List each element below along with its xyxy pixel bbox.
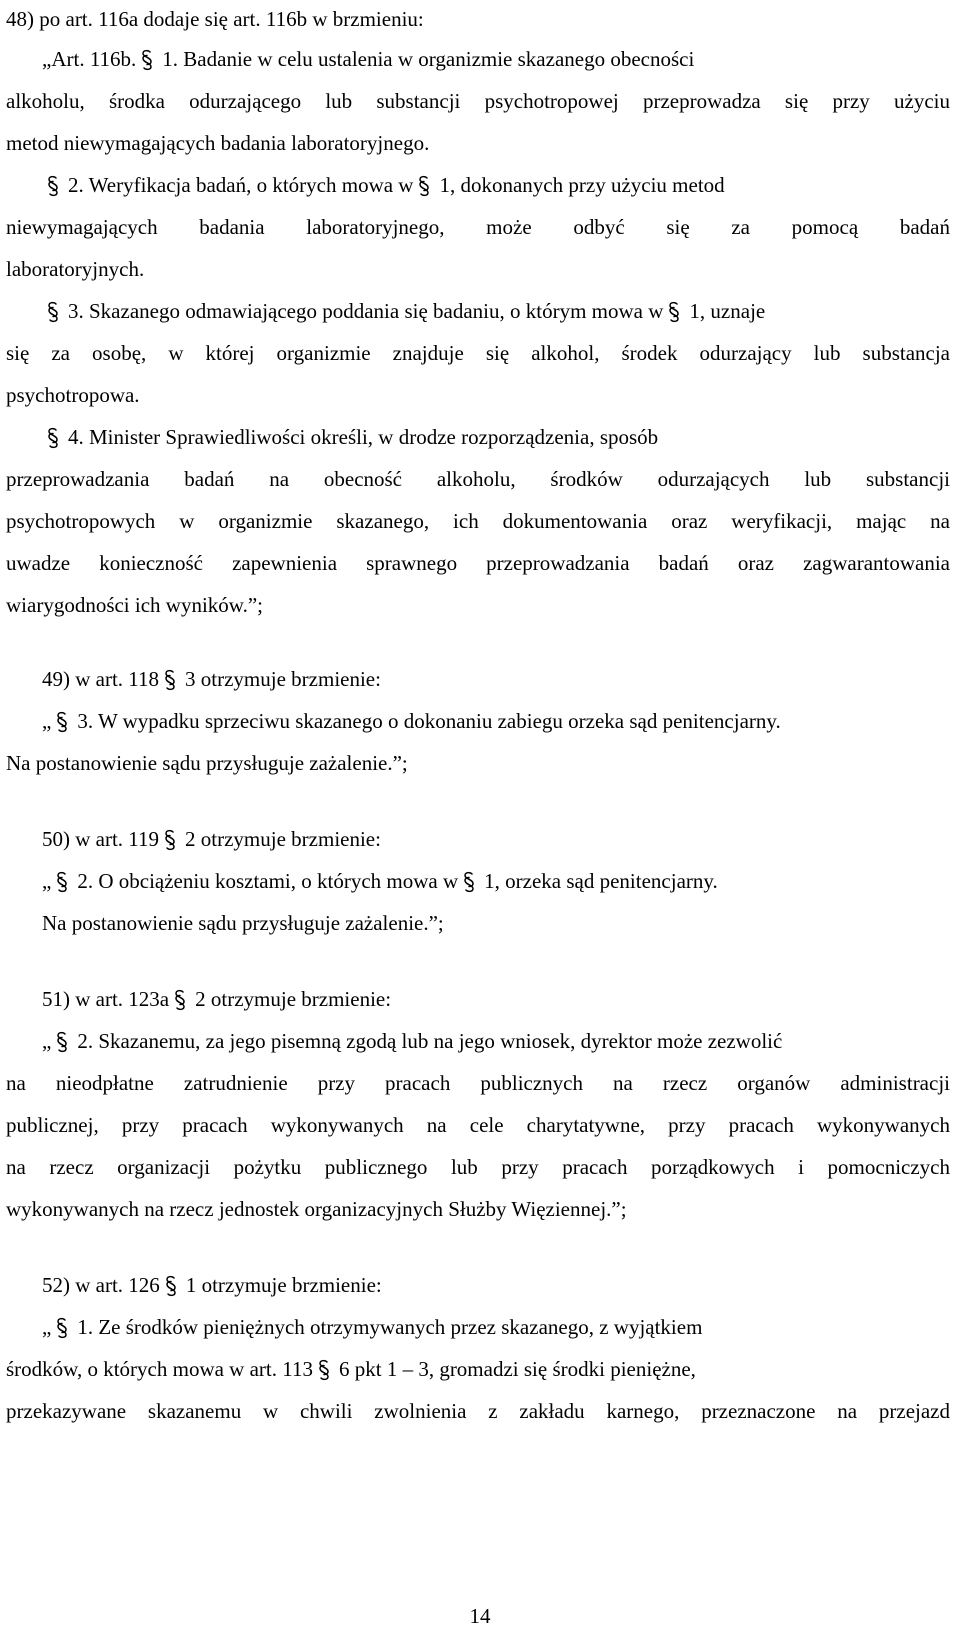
text-line [6, 550, 950, 576]
text-line [6, 46, 950, 72]
text-line [6, 1196, 950, 1222]
section-sign-icon [46, 301, 62, 323]
text-segment: laboratoryjnych. [6, 257, 145, 281]
text-segment: 4. Minister Sprawiedliwości określi, w drodze rozporządzenia, sposób [68, 425, 659, 449]
text-segment: 2. Weryfikacja badań, o których mowa w [68, 173, 414, 197]
section-sign-icon [164, 1275, 180, 1297]
section-sign-icon [46, 175, 62, 197]
text-segment: 48) po art. 116a dodaje się art. 116b w brzmieniu: [6, 7, 424, 31]
text-line [6, 256, 950, 282]
text-segment: „ [42, 709, 52, 733]
text-segment: 1, dokonanych przy użyciu metod [439, 173, 725, 197]
text-segment: publicznej, przy pracach wykonywanych na cele charytatywne, przy pracach wykonywanych [6, 1113, 950, 1137]
text-line [6, 466, 950, 492]
text-segment: 6 pkt 1 – 3, gromadzi się środki pieniężne, [338, 1357, 696, 1381]
text-segment: się za osobę, w której organizmie znajduje się alkohol, środek odurzający lub substancja [6, 341, 950, 365]
text-line [6, 826, 950, 852]
section-sign-icon [667, 301, 683, 323]
text-segment: 2 otrzymuje brzmienie: [185, 827, 381, 851]
text-line [6, 382, 950, 408]
text-segment: psychotropowych w organizmie skazanego, ich dokumentowania oraz weryfikacji, mając na [6, 509, 950, 533]
text-segment: 50) w art. 119 [42, 827, 160, 851]
section-sign-icon [55, 871, 71, 893]
text-line [6, 910, 950, 936]
text-line [6, 986, 950, 1012]
text-segment: przeprowadzania badań na obecność alkoholu, środków odurzających lub substancji [6, 467, 950, 491]
text-segment: 51) w art. 123a [42, 987, 170, 1011]
text-segment: środków, o których mowa w art. 113 [6, 1357, 313, 1381]
text-line [6, 298, 950, 324]
section-sign-icon [173, 989, 189, 1011]
text-segment: Na postanowienie sądu przysługuje zażalenie.”; [42, 911, 444, 935]
text-line [6, 88, 950, 114]
text-segment: 1, uznaje [689, 299, 766, 323]
text-line [6, 868, 950, 894]
text-line [6, 508, 950, 534]
text-segment: 2. O obciążeniu kosztami, o których mowa w [77, 869, 459, 893]
section-sign-icon [163, 829, 179, 851]
section-sign-icon [55, 1317, 71, 1339]
page-number: 14 [469, 1604, 491, 1628]
section-sign-icon [55, 711, 71, 733]
text-segment: niewymagających badania laboratoryjnego, może odbyć się za pomocą badań [6, 215, 950, 239]
text-segment: wykonywanych na rzecz jednostek organizacyjnych Służby Więziennej.”; [6, 1197, 627, 1221]
text-segment: 3 otrzymuje brzmienie: [185, 667, 381, 691]
text-segment: 1 otrzymuje brzmienie: [185, 1273, 382, 1297]
text-segment: 49) w art. 118 [42, 667, 160, 691]
text-segment: 3. W wypadku sprzeciwu skazanego o dokonaniu zabiegu orzeka sąd penitencjarny. [77, 709, 781, 733]
section-sign-icon [417, 175, 433, 197]
text-segment: „Art. 116b. [42, 47, 137, 71]
text-line [6, 1272, 950, 1298]
text-line [6, 1028, 950, 1054]
text-line [6, 592, 950, 618]
text-segment: 3. Skazanego odmawiającego poddania się badaniu, o którym mowa w [68, 299, 664, 323]
text-segment: na rzecz organizacji pożytku publicznego lub przy pracach porządkowych i pomocniczych [6, 1155, 950, 1179]
text-line [6, 340, 950, 366]
text-line [6, 172, 950, 198]
section-sign-icon [140, 49, 156, 71]
text-segment: wiarygodności ich wyników.”; [6, 593, 264, 617]
text-segment: 1. Ze środków pieniężnych otrzymywanych przez skazanego, z wyjątkiem [77, 1315, 703, 1339]
text-segment: uwadze konieczność zapewnienia sprawnego przeprowadzania badań oraz zagwarantowania [6, 551, 950, 575]
section-sign-icon [163, 669, 179, 691]
text-segment: „ [42, 1029, 52, 1053]
text-segment: 1. Badanie w celu ustalenia w organizmie skazanego obecności [162, 47, 695, 71]
text-segment: 52) w art. 126 [42, 1273, 160, 1297]
text-line [6, 214, 950, 240]
section-sign-icon [462, 871, 478, 893]
section-sign-icon [46, 427, 62, 449]
text-line [6, 130, 950, 156]
section-sign-icon [317, 1359, 333, 1381]
text-line [6, 1398, 950, 1424]
text-line [6, 1314, 950, 1340]
text-line [6, 1356, 950, 1382]
text-segment: „ [42, 1315, 52, 1339]
text-segment: 1, orzeka sąd penitencjarny. [484, 869, 718, 893]
text-segment: na nieodpłatne zatrudnienie przy pracach publicznych na rzecz organów administracji [6, 1071, 950, 1095]
section-sign-icon [55, 1031, 71, 1053]
text-line [6, 424, 950, 450]
text-segment: „ [42, 869, 52, 893]
text-segment: 2 otrzymuje brzmienie: [195, 987, 392, 1011]
text-segment: Na postanowienie sądu przysługuje zażalenie.”; [6, 751, 408, 775]
text-line [6, 6, 950, 32]
text-segment: metod niewymagających badania laboratoryjnego. [6, 131, 430, 155]
text-line [6, 708, 950, 734]
text-segment: alkoholu, środka odurzającego lub substancji psychotropowej przeprowadza się przy użyciu [6, 89, 950, 113]
text-segment: psychotropowa. [6, 383, 140, 407]
text-line [6, 1070, 950, 1096]
text-line [6, 1112, 950, 1138]
text-line [6, 750, 950, 776]
text-line [6, 1154, 950, 1180]
text-segment: 2. Skazanemu, za jego pisemną zgodą lub na jego wniosek, dyrektor może zezwolić [77, 1029, 783, 1053]
text-segment: przekazywane skazanemu w chwili zwolnienia z zakładu karnego, przeznaczone na przejazd [6, 1399, 950, 1423]
text-line [6, 666, 950, 692]
